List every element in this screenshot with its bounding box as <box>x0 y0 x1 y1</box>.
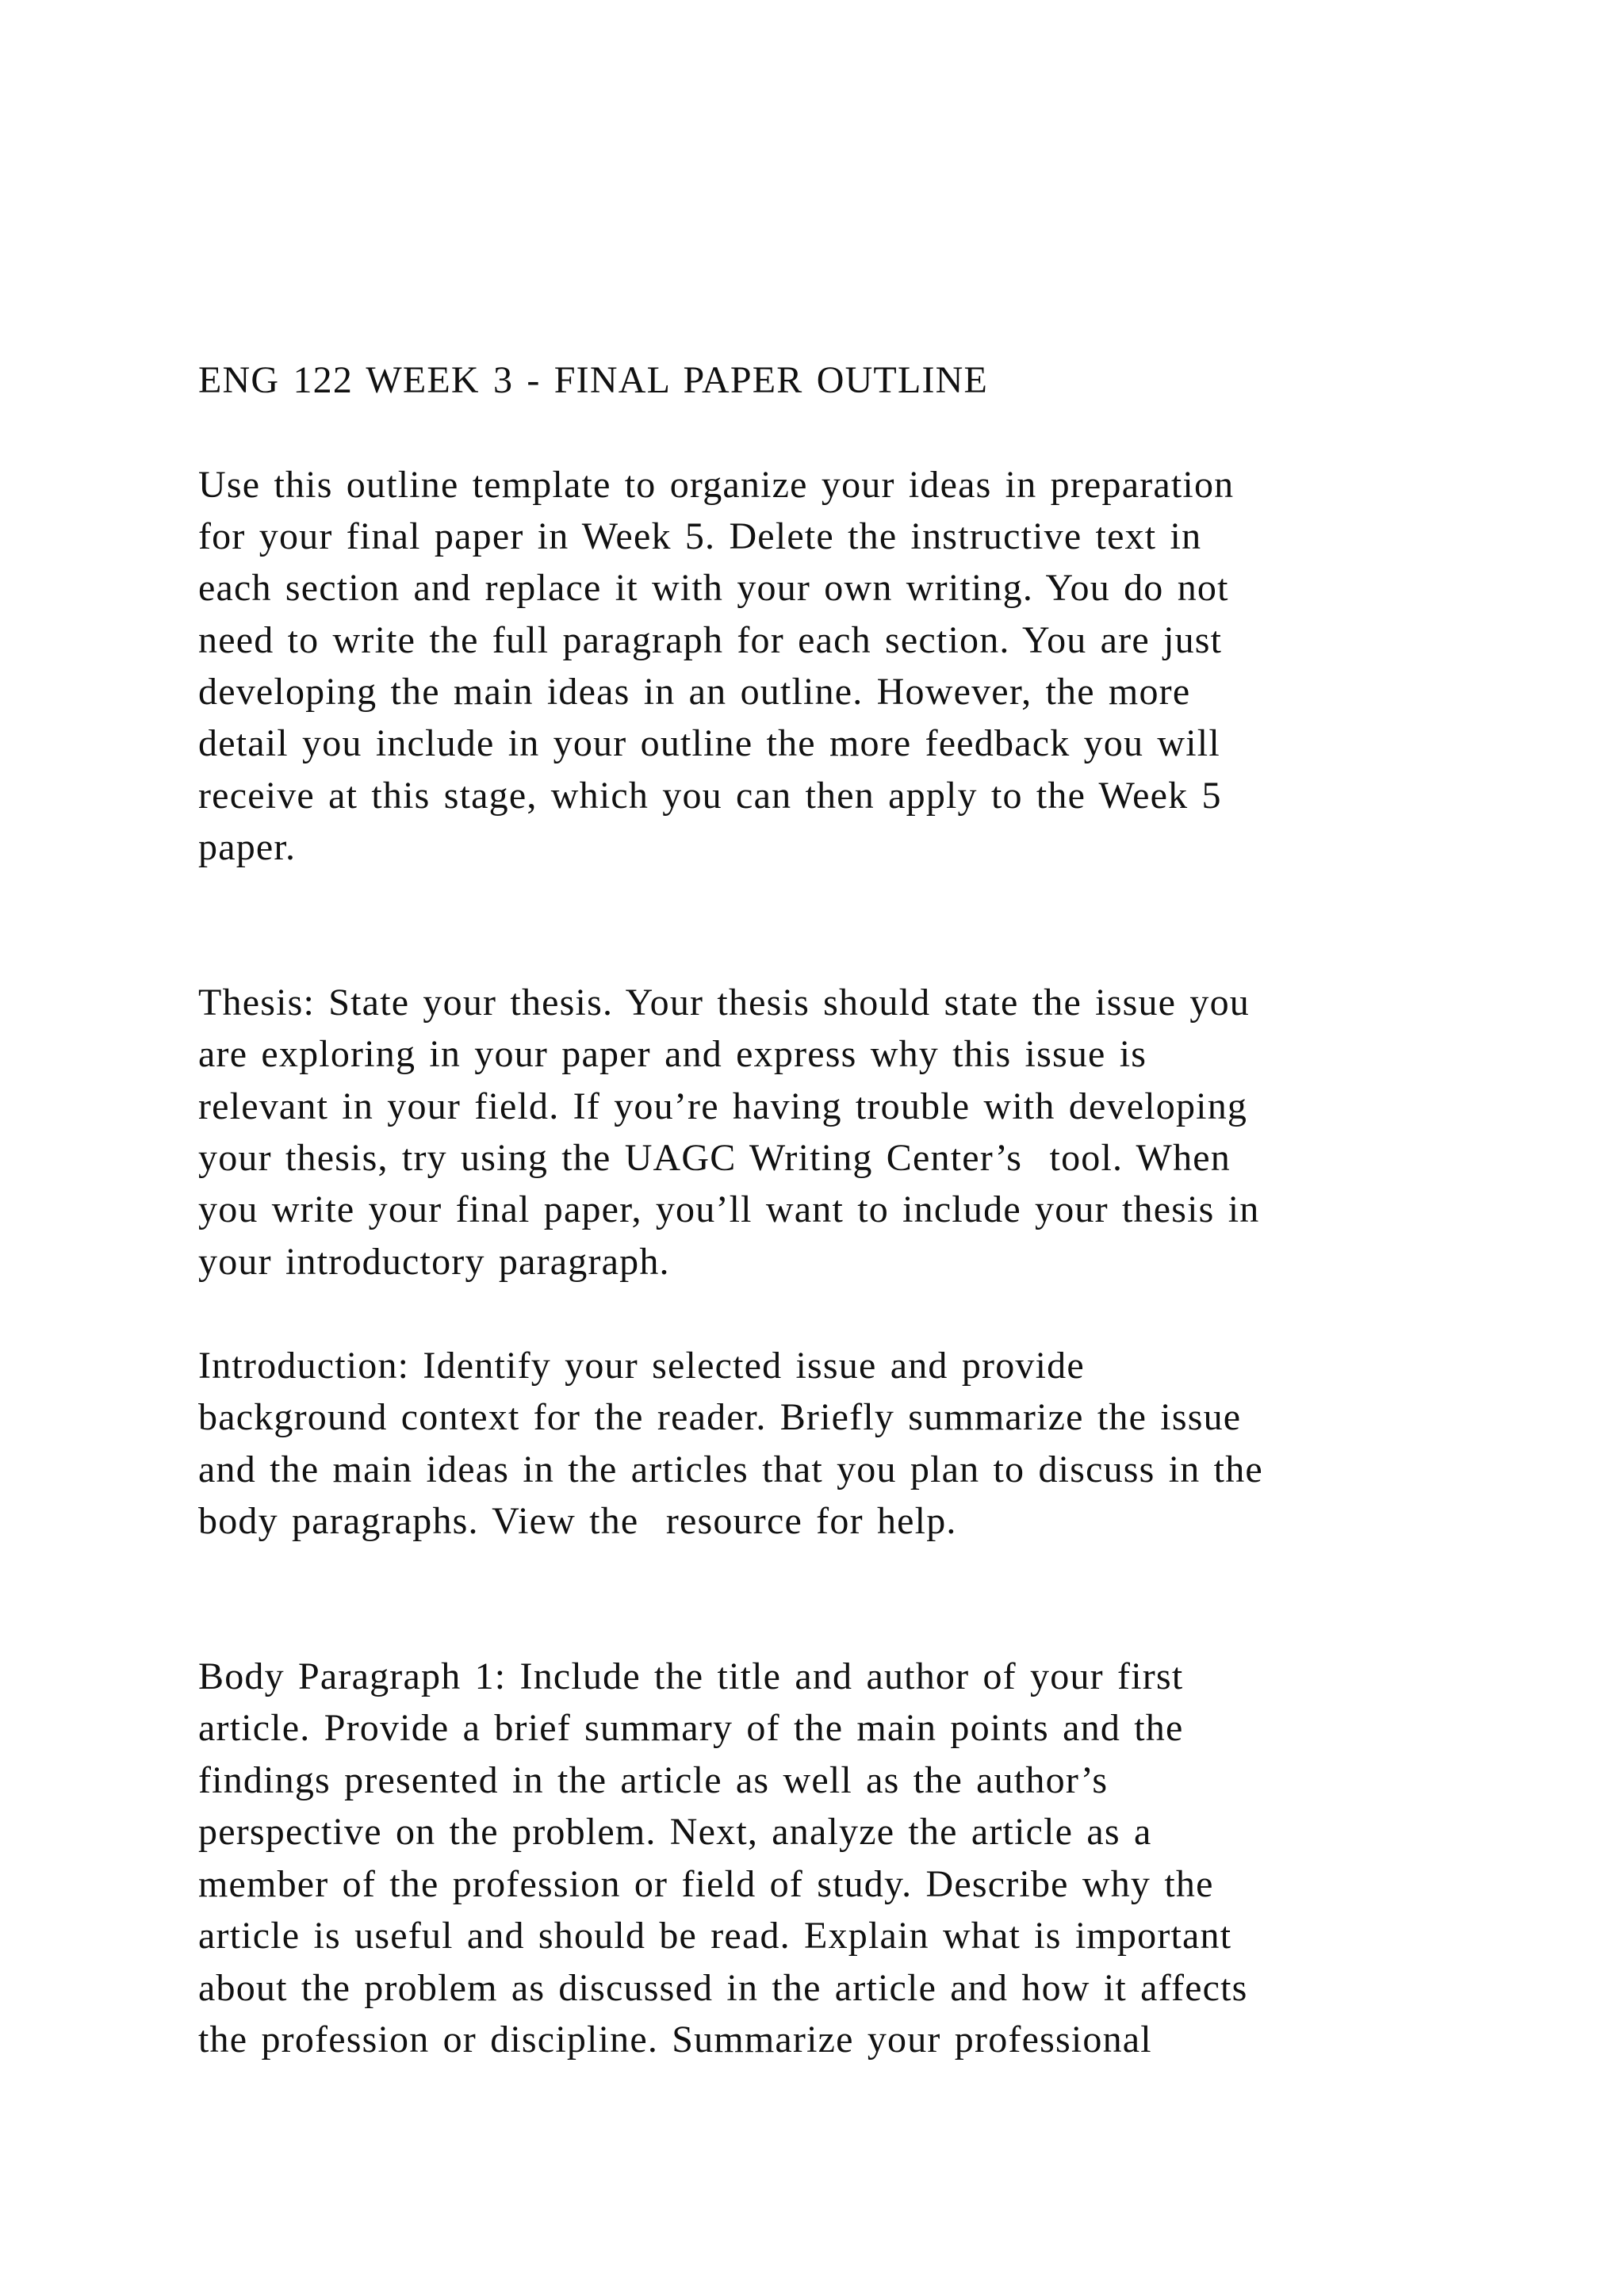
intro-line: need to write the full paragraph for each section. You are just <box>198 619 1223 661</box>
intro-line: for your final paper in Week 5. Delete the instructive text in <box>198 515 1202 557</box>
introduction-line: Introduction: Identify your selected issue and provide <box>198 1345 1085 1387</box>
thesis-line: you write your final paper, you’ll want to include your thesis in <box>198 1188 1260 1230</box>
intro-line: paper. <box>198 826 297 868</box>
thesis-line: Thesis: State your thesis. Your thesis should state the issue you <box>198 982 1250 1024</box>
introduction-line: body paragraphs. View the resource for help. <box>198 1500 957 1542</box>
body-paragraph-1-line: article. Provide a brief summary of the main points and the <box>198 1707 1184 1749</box>
thesis-line: are exploring in your paper and express why this issue is <box>198 1033 1147 1075</box>
intro-line: receive at this stage, which you can then apply to the Week 5 <box>198 775 1222 817</box>
document-title: ENG 122 WEEK 3 - FINAL PAPER OUTLINE <box>198 359 989 401</box>
body-paragraph-1-line: member of the profession or field of study. Describe why the <box>198 1863 1214 1905</box>
intro-line: detail you include in your outline the more feedback you will <box>198 722 1220 764</box>
body-paragraph-1-line: Body Paragraph 1: Include the title and author of your first <box>198 1655 1184 1697</box>
thesis-line: your introductory paragraph. <box>198 1241 670 1283</box>
body-paragraph-1-line: findings presented in the article as well as the author’s <box>198 1759 1109 1801</box>
body-paragraph-1-line: the profession or discipline. Summarize your professional <box>198 2019 1152 2061</box>
intro-line: Use this outline template to organize your ideas in preparation <box>198 464 1235 506</box>
body-paragraph-1-line: perspective on the problem. Next, analyze the article as a <box>198 1811 1152 1853</box>
thesis-line: relevant in your field. If you’re having trouble with developing <box>198 1085 1248 1127</box>
intro-line: developing the main ideas in an outline. However, the more <box>198 671 1191 713</box>
intro-line: each section and replace it with your own writing. You do not <box>198 567 1229 609</box>
introduction-line: and the main ideas in the articles that you plan to discuss in the <box>198 1448 1263 1490</box>
introduction-line: background context for the reader. Briefly summarize the issue <box>198 1396 1242 1438</box>
body-paragraph-1-line: about the problem as discussed in the article and how it affects <box>198 1967 1248 2009</box>
body-paragraph-1-line: article is useful and should be read. Explain what is important <box>198 1915 1232 1957</box>
thesis-line: your thesis, try using the UAGC Writing Center’s tool. When <box>198 1137 1231 1179</box>
